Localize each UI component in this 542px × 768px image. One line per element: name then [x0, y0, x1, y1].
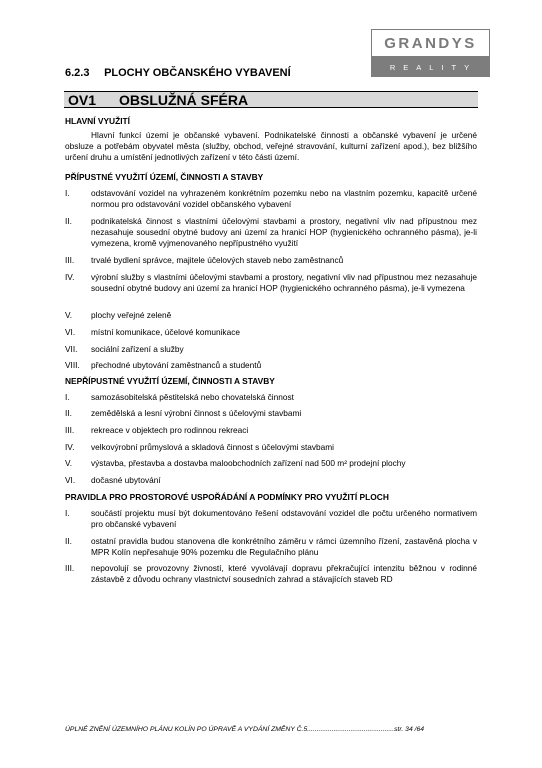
main-use-heading: HLAVNÍ VYUŽITÍ — [65, 116, 130, 126]
item-text: nepovolují se provozovny živností, které vyvolávají dopravu překračující intenzitu běžnou v rodinné zástavbě z důvodu ochrany vlastnictví sousedních zahrad a stávajících staveb RD — [91, 563, 477, 584]
item-number: III. — [65, 255, 75, 265]
item-number: III. — [65, 563, 75, 573]
main-use-text: Hlavní funkcí území je občanské vybavení. Podnikatelské činnosti a občanské vybavení je určené obsluze a potřebám obyvatel města (služby, obchod, veřejné stravování, kulturní zařízení apod.), bez bližšího určení druhu a umístění jednotlivých zařízení v této části území. — [65, 130, 477, 162]
item-text: výrobní služby s vlastními účelovými stavbami a prostory, negativní vliv nad přípustnou mez nezasahuje sousední obytné budovy ani území za hranicí HOP (hygienického ochranného pásma), je-li vymezena — [91, 272, 477, 293]
item-number: VI. — [65, 475, 76, 485]
chapter-title: PLOCHY OBČANSKÉHO VYBAVENÍ — [104, 67, 291, 79]
item-number: V. — [65, 458, 73, 468]
item-text: dočasné ubytování — [91, 475, 161, 485]
item-text: odstavování vozidel na vyhrazeném konkrétním pozemku nebo na vlastním pozemku, kapacitě určené normou pro odstavování vozidel občanského vybavení — [91, 188, 477, 209]
forbidden-heading: NEPŘÍPUSTNÉ VYUŽITÍ ÚZEMÍ, ČINNOSTI A STAVBY — [65, 376, 275, 386]
item-text: rekreace v objektech pro rodinnou rekreaci — [91, 425, 249, 435]
item-text: plochy veřejné zeleně — [91, 310, 172, 320]
permitted-heading: PŘÍPUSTNÉ VYUŽITÍ ÚZEMÍ, ČINNOSTI A STAVBY — [65, 172, 264, 182]
item-text: samozásobitelská pěstitelská nebo chovatelská činnost — [91, 392, 294, 402]
item-number: VIII. — [65, 360, 80, 370]
item-number: VII. — [65, 344, 78, 354]
item-number: II. — [65, 408, 72, 418]
chapter-number: 6.2.3 — [65, 67, 90, 79]
item-text: sociální zařízení a služby — [91, 344, 184, 354]
item-text: velkovýrobní průmyslová a skladová činnost s účelovými stavbami — [91, 442, 335, 452]
item-number: I. — [65, 392, 70, 402]
item-text: ostatní pravidla budou stanovena dle konkrétního záměru v rámci územního řízení, zastavěná plocha v MPR Kolín nepřesahuje 90% pozemku dle Regulačního plánu — [91, 536, 477, 557]
item-text: výstavba, přestavba a dostavba maloobchodních zařízení nad 500 m² prodejní plochy — [91, 458, 406, 468]
item-number: III. — [65, 425, 75, 435]
item-number: I. — [65, 188, 70, 198]
item-text: místní komunikace, účelové komunikace — [91, 327, 240, 337]
item-text: součástí projektu musí být dokumentováno řešení odstavování vozidel dle počtu určeného normativem pro občanské vybavení — [91, 508, 477, 529]
item-number: IV. — [65, 442, 75, 452]
logo-tagline: REALITY — [371, 57, 490, 77]
item-text: zemědělská a lesní výrobní činnost s účelovými stavbami — [91, 408, 302, 418]
rules-heading: PRAVIDLA PRO PROSTOROVÉ USPOŘÁDÁNÍ A PODMÍNKY PRO VYUŽITÍ PLOCH — [65, 492, 389, 502]
item-number: V. — [65, 310, 73, 320]
chapter-heading — [65, 67, 291, 79]
item-text: trvalé bydlení správce, majitele účelových staveb nebo zaměstnanců — [91, 255, 344, 265]
item-text: podnikatelská činnost s vlastními účelovými stavbami a prostory, negativní vliv nad přípustnou mez nezasahuje sousední obytné budovy ani území za hranicí HOP (hygienického ochranného pásma), je-li vymezena, kromě vyjmenovaného nepřípustného využití — [91, 216, 477, 248]
item-number: I. — [65, 508, 70, 518]
company-logo — [371, 29, 490, 77]
main-use-paragraph — [65, 130, 477, 163]
item-number: IV. — [65, 272, 75, 282]
item-number: VI. — [65, 327, 76, 337]
zone-code: OV1 — [68, 92, 97, 108]
item-number: II. — [65, 216, 72, 226]
zone-title-bar — [64, 91, 478, 108]
zone-name: OBSLUŽNÁ SFÉRA — [119, 92, 249, 108]
item-text: přechodné ubytování zaměstnanců a studentů — [91, 360, 262, 370]
page-footer: ÚPLNÉ ZNĚNÍ ÚZEMNÍHO PLÁNU KOLÍN PO ÚPRAVĚ A VYDÁNÍ ZMĚNY Č.5..............................................str. 34 /64 — [65, 726, 425, 733]
logo-wordmark: GRANDYS — [371, 29, 490, 57]
item-number: II. — [65, 536, 72, 546]
